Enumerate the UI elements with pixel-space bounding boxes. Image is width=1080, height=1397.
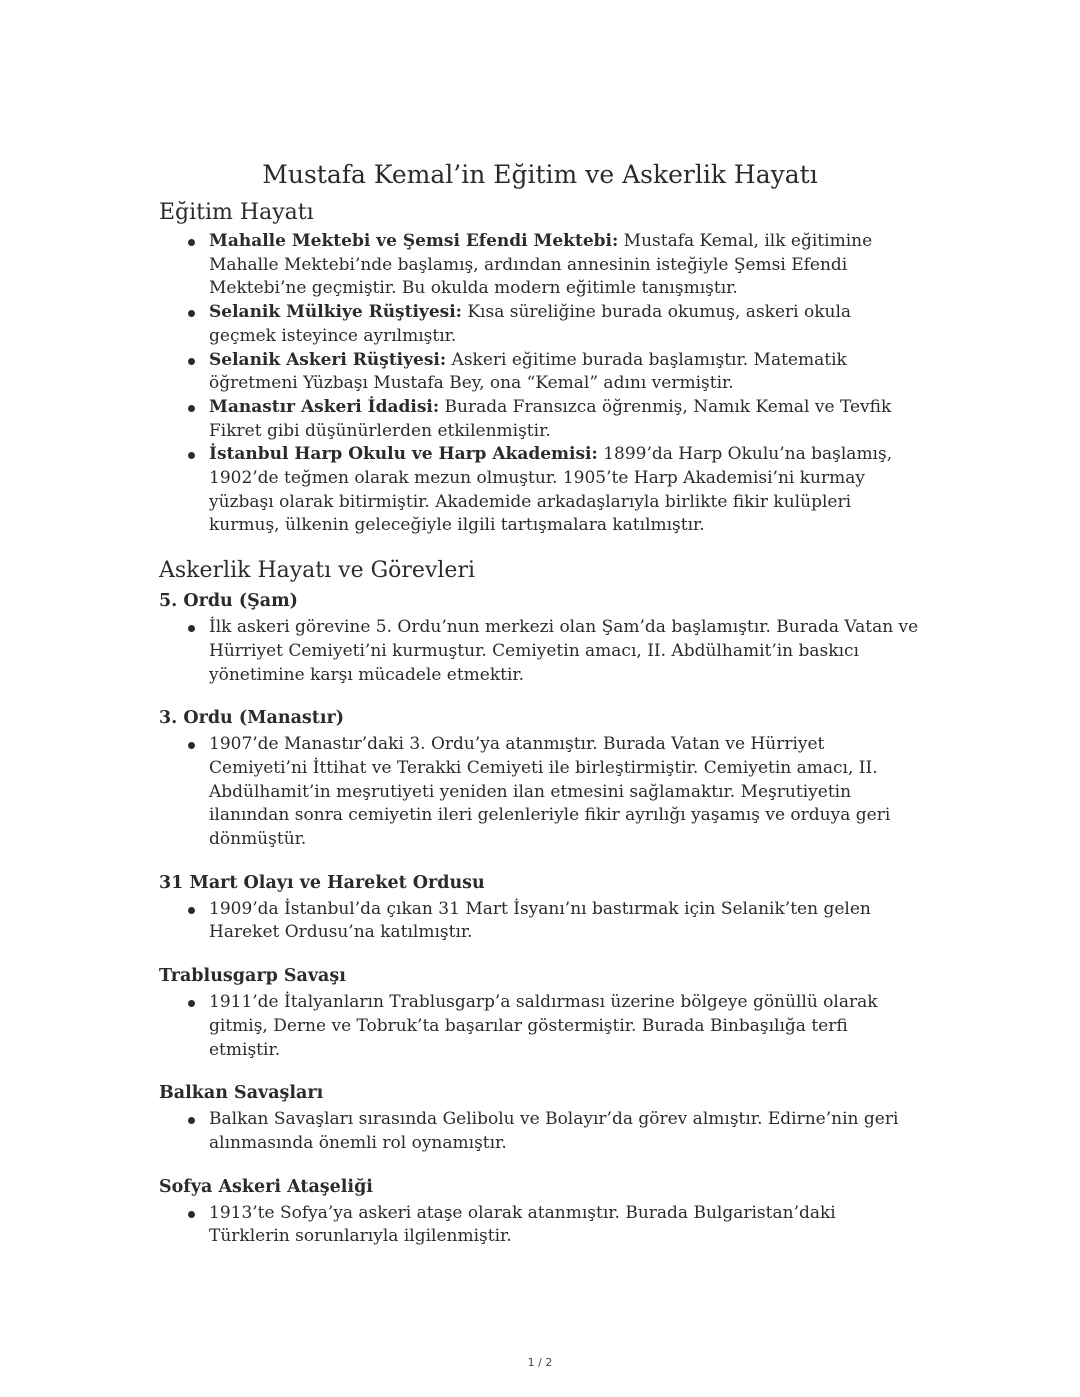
education-heading: Eğitim Hayatı	[159, 200, 314, 225]
item-text: 1899’da Harp Okulu’na başlamış, 1902’de teğmen olarak mezun olmuştur. 1905’te Harp Akademisi’ni kurmay yüzbaşı olarak bitirmiştir. Akademide arkadaşlarıyla birlikte fikir kulüpleri kurmuş, ülkenin geleceğiyle ilgili tartışmalara katılmıştır.	[209, 444, 893, 536]
section-list	[159, 616, 921, 687]
section-title: Balkan Savaşları	[159, 1083, 324, 1104]
section-list	[159, 733, 921, 852]
section-list	[159, 898, 921, 945]
document-title: Mustafa Kemal’in Eğitim ve Askerlik Hayatı	[262, 160, 818, 189]
list-item	[209, 443, 921, 538]
document-page	[159, 158, 921, 1267]
military-section	[159, 1080, 921, 1155]
military-section	[159, 705, 921, 852]
list-item	[209, 396, 921, 443]
item-text: Kısa süreliğine burada okumuş, askeri okula geçmek isteyince ayrılmıştır.	[209, 302, 852, 346]
item-label: Selanik Mülkiye Rüştiyesi:	[209, 302, 462, 323]
section-title: 5. Ordu (Şam)	[159, 591, 298, 612]
section-title: 3. Ordu (Manastır)	[159, 708, 345, 729]
list-item: Balkan Savaşları sırasında Gelibolu ve Bolayır’da görev almıştır. Edirne’nin geri alınmasında önemli rol oynamıştır.	[209, 1108, 921, 1155]
list-item: İlk askeri görevine 5. Ordu’nun merkezi olan Şam’da başlamıştır. Burada Vatan ve Hürriyet Cemiyeti’ni kurmuştur. Cemiyetin amacı, II. Abdülhamit’in baskıcı yönetimine karşı mücadele etmektir.	[209, 616, 921, 687]
section-title: Trablusgarp Savaşı	[159, 966, 346, 987]
military-section	[159, 588, 921, 687]
section-title: 31 Mart Olayı ve Hareket Ordusu	[159, 872, 485, 893]
military-section	[159, 963, 921, 1062]
section-list	[159, 1202, 921, 1249]
item-label: Manastır Askeri İdadisi:	[209, 396, 440, 417]
military-heading: Askerlik Hayatı ve Görevleri	[159, 558, 475, 584]
item-text: Burada Fransızca öğrenmiş, Namık Kemal ve Tevfik Fikret gibi düşünürlerden etkilenmiştir.	[209, 396, 892, 441]
list-item	[209, 230, 921, 301]
item-label: Selanik Askeri Rüştiyesi:	[209, 349, 447, 370]
item-label: İstanbul Harp Okulu ve Harp Akademisi:	[209, 444, 598, 465]
education-list	[159, 230, 921, 538]
page-number: 1 / 2	[527, 1356, 553, 1369]
military-section	[159, 870, 921, 945]
list-item: 1907’de Manastır’daki 3. Ordu’ya atanmıştır. Burada Vatan ve Hürriyet Cemiyeti’ni İttihat ve Terakki Cemiyeti ile birleştirmiştir. Cemiyetin amacı, II. Abdülhamit’in meşrutiyeti yeniden ilan etmesini sağlamaktır. Meşrutiyetin ilanından sonra cemiyetin ileri gelenleriyle fikir ayrılığı yaşamış ve orduya geri dönmüştür.	[209, 733, 921, 852]
item-label: Mahalle Mektebi ve Şemsi Efendi Mektebi:	[209, 231, 619, 251]
military-section	[159, 1174, 921, 1249]
list-item: 1909’da İstanbul’da çıkan 31 Mart İsyanı’nı bastırmak için Selanik’ten gelen Hareket Ordusu’na katılmıştır.	[209, 898, 921, 945]
list-item: 1911’de İtalyanların Trablusgarp’a saldırması üzerine bölgeye gönüllü olarak gitmiş, Derne ve Tobruk’ta başarılar göstermiştir. Burada Binbaşılığa terfi etmiştir.	[209, 991, 921, 1062]
list-item: 1913’te Sofya’ya askeri ataşe olarak atanmıştır. Burada Bulgaristan’daki Türklerin sorunlarıyla ilgilenmiştir.	[209, 1202, 921, 1249]
item-text: Mustafa Kemal, ilk eğitimine Mahalle Mektebi’nde başlamış, ardından annesinin isteğiyle Şemsi Efendi Mektebi’ne geçmiştir. Bu okulda modern eğitimle tanışmıştır.	[209, 231, 873, 299]
section-list	[159, 1108, 921, 1155]
section-title: Sofya Askeri Ataşeliği	[159, 1176, 373, 1197]
item-text: Askeri eğitime burada başlamıştır. Matematik öğretmeni Yüzbaşı Mustafa Bey, ona “Kemal” adını vermiştir.	[209, 349, 847, 394]
list-item	[209, 349, 921, 396]
list-item	[209, 301, 921, 348]
section-list	[159, 991, 921, 1062]
